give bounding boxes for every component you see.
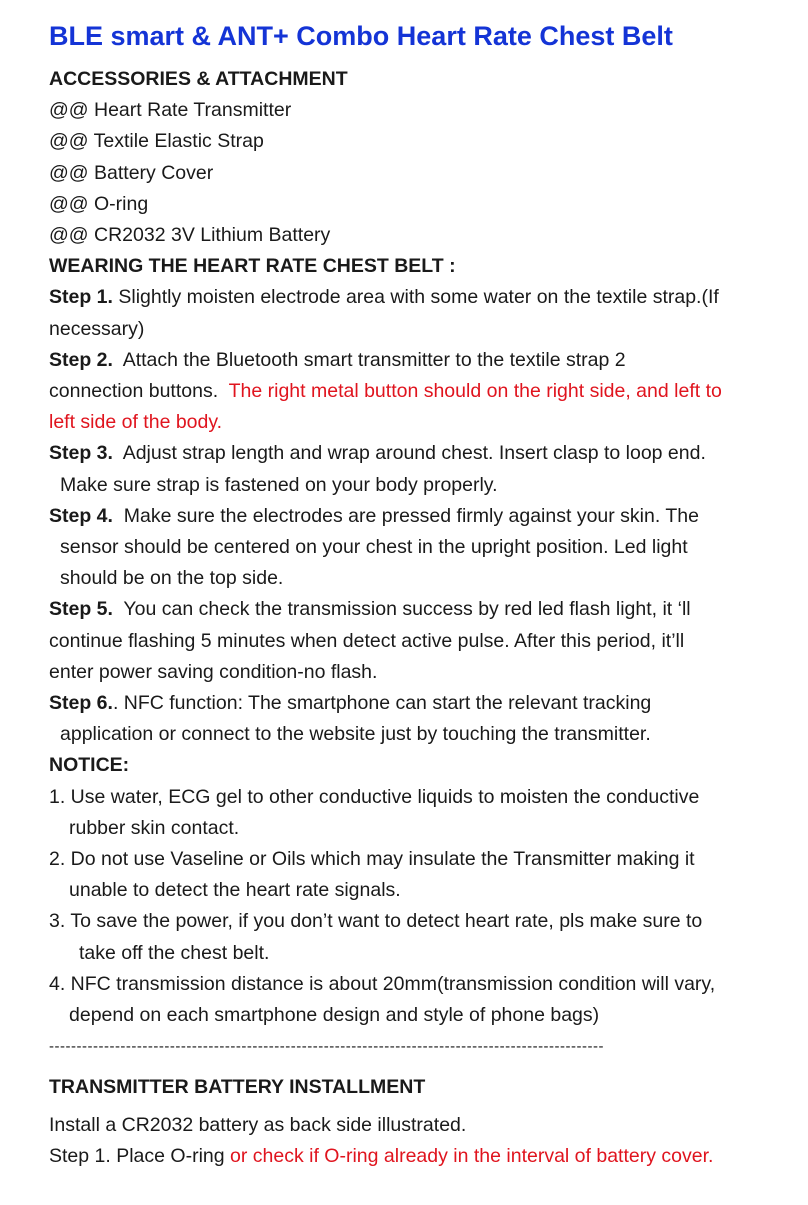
accessory-item: @@ Battery Cover	[49, 161, 214, 184]
step-4-line-2: sensor should be centered on your chest in the upright position. Led light	[60, 536, 688, 559]
step-1-label: Step 1.	[49, 286, 113, 309]
step-5-line-2: continue flashing 5 minutes when detect active pulse. After this period, it’ll	[49, 629, 685, 652]
notice-heading: NOTICE:	[49, 754, 130, 777]
notice-2-line-2: unable to detect the heart rate signals.	[69, 879, 401, 902]
step-4-label: Step 4.	[49, 504, 113, 527]
step-2-line-1	[49, 345, 789, 376]
step-5-label: Step 5.	[49, 598, 113, 621]
accessory-item: @@ CR2032 3V Lithium Battery	[49, 224, 331, 247]
notice-4-line-1: 4. NFC transmission distance is about 20mm(transmission condition will vary,	[49, 972, 716, 995]
battery-step-1-text: Step 1. Place O-ring	[49, 1144, 231, 1167]
battery-heading: TRANSMITTER BATTERY INSTALLMENT	[49, 1076, 426, 1099]
step-2-warning-cont: left side of the body.	[49, 411, 223, 434]
notice-4-line-2: depend on each smartphone design and style of phone bags)	[69, 1004, 600, 1027]
step-2-text-black: connection buttons.	[49, 380, 229, 403]
step-1-line-1	[49, 282, 789, 313]
document-page	[49, 18, 789, 1172]
accessory-item: @@ O-ring	[49, 192, 149, 215]
step-3-line-2: Make sure strap is fastened on your body properly.	[60, 473, 498, 496]
step-4-text: Make sure the electrodes are pressed firmly against your skin. The	[112, 504, 699, 527]
step-3-label: Step 3.	[49, 442, 113, 465]
step-6-text: . NFC function: The smartphone can start the relevant tracking	[112, 692, 652, 715]
step-2-warning: The right metal button should on the right side, and left to	[228, 380, 722, 403]
battery-step-1-warning: or check if O-ring already in the interval of battery cover.	[230, 1144, 714, 1167]
notice-1-line-1: 1. Use water, ECG gel to other conductive liquids to moisten the conductive	[49, 785, 700, 808]
step-3-line-1	[49, 438, 789, 469]
notice-3-line-1: 3. To save the power, if you don’t want to detect heart rate, pls make sure to	[49, 910, 703, 933]
step-6-line-2: application or connect to the website just by touching the transmitter.	[60, 723, 651, 746]
notice-3-line-2: take off the chest belt.	[79, 941, 270, 964]
step-5-line-1	[49, 594, 789, 625]
notice-2-line-1: 2. Do not use Vaseline or Oils which may insulate the Transmitter making it	[49, 848, 695, 871]
section-separator: -----------------------------------------------------------------------------------------------------	[49, 1038, 605, 1056]
step-5-line-3: enter power saving condition-no flash.	[49, 660, 378, 683]
step-4-line-3: should be on the top side.	[60, 567, 284, 590]
battery-step-1	[49, 1141, 789, 1172]
accessory-item: @@ Heart Rate Transmitter	[49, 99, 292, 122]
step-2-line-2	[49, 376, 789, 407]
step-1-line-2: necessary)	[49, 317, 145, 340]
battery-intro: Install a CR2032 battery as back side illustrated.	[49, 1113, 467, 1136]
step-5-text: You can check the transmission success by red led flash light, it ‘ll	[112, 598, 691, 621]
notice-1-line-2: rubber skin contact.	[69, 816, 240, 839]
wearing-heading: WEARING THE HEART RATE CHEST BELT :	[49, 255, 456, 278]
document-title: BLE smart & ANT+ Combo Heart Rate Chest Belt	[49, 21, 673, 51]
step-3-text: Adjust strap length and wrap around chest. Insert clasp to loop end.	[112, 442, 706, 465]
step-2-label: Step 2.	[49, 348, 113, 371]
accessory-item: @@ Textile Elastic Strap	[49, 130, 264, 153]
step-4-line-1	[49, 501, 789, 532]
step-2-text: Attach the Bluetooth smart transmitter to the textile strap 2	[112, 348, 626, 371]
spacer	[49, 1062, 789, 1072]
step-1-text: Slightly moisten electrode area with some water on the textile strap.(If	[112, 286, 719, 309]
accessories-heading: ACCESSORIES & ATTACHMENT	[49, 68, 348, 90]
step-6-line-1	[49, 688, 789, 719]
step-6-label: Step 6.	[49, 692, 113, 715]
